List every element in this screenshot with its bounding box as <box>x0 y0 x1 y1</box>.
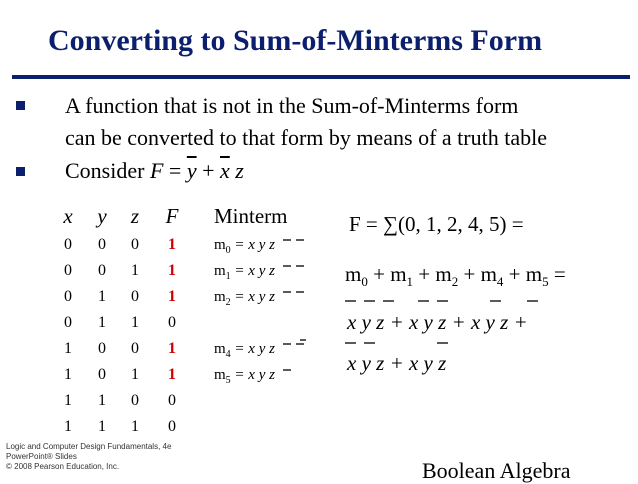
minterm-row-1: $m_1 = x$ y z <box>214 263 275 282</box>
cell-z-row-5: 1 <box>131 366 139 383</box>
minterm-op-0: + <box>367 262 391 286</box>
cell-y-row-7: 1 <box>98 418 106 435</box>
cell-f-row-6: 0 <box>168 392 176 409</box>
slide-title: Converting to Sum-of-Minterms Form <box>48 24 543 57</box>
minterm-term-2: $m_2$ <box>435 262 459 290</box>
cell-y-row-4: 0 <box>98 340 106 357</box>
cell-y-row-2: 1 <box>98 288 106 305</box>
expanded-expression-line-1: x y z + x y z + x y z + <box>347 310 528 334</box>
cell-f-row-5: 1 <box>168 366 176 383</box>
header-f: F <box>165 204 179 228</box>
cell-y-row-0: 0 <box>98 236 106 253</box>
cell-x-row-2: 0 <box>64 288 72 305</box>
minterm-term-1: $m_1$ <box>390 262 414 290</box>
minterm-term-4: $m_5$ <box>525 262 549 290</box>
header-x: x <box>63 204 73 228</box>
minterm-op-4: = <box>548 262 566 286</box>
cell-z-row-3: 1 <box>131 314 139 331</box>
cell-z-row-7: 1 <box>131 418 139 435</box>
cell-f-row-1: 1 <box>168 262 176 279</box>
cell-x-row-0: 0 <box>64 236 72 253</box>
equals-sign: = <box>163 158 187 183</box>
header-z: z <box>130 204 140 228</box>
minterm-row-4: $m_4 = x$ y z <box>214 341 275 360</box>
cell-x-row-6: 1 <box>64 392 72 409</box>
f-variable: F <box>149 158 164 183</box>
sum-notation: F = ∑(0, 1, 2, 4, 5) = <box>349 212 524 236</box>
cell-z-row-1: 1 <box>131 262 139 279</box>
minterm-op-1: + <box>413 262 436 286</box>
cell-y-row-3: 1 <box>98 314 106 331</box>
cell-z-row-0: 0 <box>131 236 139 253</box>
minterm-row-2: $m_2 = x$ y z <box>214 289 275 308</box>
cell-y-row-6: 1 <box>98 392 106 409</box>
z-variable: z <box>235 158 244 183</box>
bullet-1-line-1: A function that is not in the Sum-of-Minterms form <box>65 93 519 118</box>
header-y: y <box>97 204 107 228</box>
book-credit <box>6 442 171 472</box>
book-title: Logic and Computer Design Fundamentals, 4e <box>6 442 172 451</box>
header-minterm: Minterm <box>214 204 288 228</box>
cell-y-row-1: 0 <box>98 262 106 279</box>
cell-z-row-6: 0 <box>131 392 139 409</box>
cell-f-row-4: 1 <box>168 340 176 357</box>
cell-x-row-1: 0 <box>64 262 72 279</box>
cell-f-row-3: 0 <box>168 314 176 331</box>
y-complement: $\overline{y}$ <box>186 158 197 183</box>
minterm-row-5: $m_5 = x$ y z <box>214 367 275 386</box>
bullet-1-line-2: can be converted to that form by means of a truth table <box>65 125 547 150</box>
minterm-op-2: + <box>458 262 481 286</box>
expanded-expression-line-2: x y z + x y z <box>347 351 447 375</box>
x-complement: $\overline{x}$ <box>220 158 230 183</box>
book-slides: PowerPoint® Slides <box>6 452 77 461</box>
minterm-term-0: $m_0$ <box>345 262 368 290</box>
minterm-op-3: + <box>503 262 526 286</box>
minterm-term-3: $m_4$ <box>480 262 504 290</box>
cell-z-row-2: 0 <box>131 288 139 305</box>
cell-f-row-2: 1 <box>168 288 176 305</box>
cell-z-row-4: 0 <box>131 340 139 357</box>
section-label: Boolean Algebra <box>422 458 571 483</box>
plus-sign: + <box>196 158 221 183</box>
cell-y-row-5: 0 <box>98 366 106 383</box>
cell-x-row-5: 1 <box>64 366 72 383</box>
consider-prefix: Consider <box>65 158 150 183</box>
cell-f-row-7: 0 <box>168 418 176 435</box>
cell-x-row-7: 1 <box>64 418 72 435</box>
cell-x-row-4: 1 <box>64 340 72 357</box>
minterm-row-0: $m_0 = x$ y z <box>214 237 275 256</box>
book-copyright: © 2008 Pearson Education, Inc. <box>6 462 120 471</box>
cell-x-row-3: 0 <box>64 314 72 331</box>
cell-f-row-0: 1 <box>168 236 176 253</box>
